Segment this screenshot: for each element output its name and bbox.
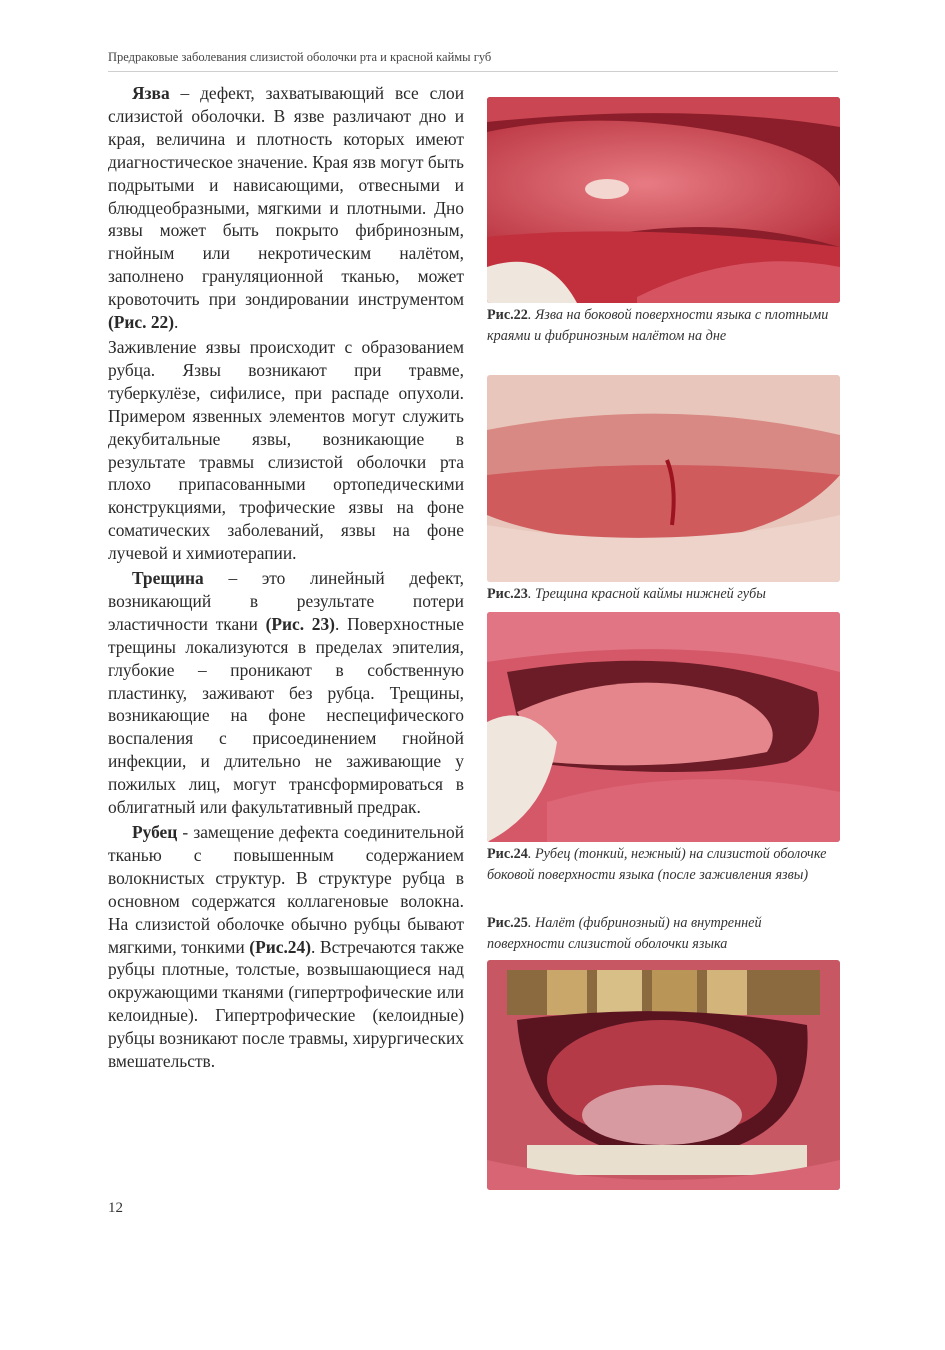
figure-24-caption: Рис.24. Рубец (тонкий, нежный) на слизистой оболочке боковой поверхности языка (после заживления язвы): [487, 846, 827, 883]
paragraph-fissure: Трещина – это линейный дефект, возникающий в результате потери эластичности ткани (Рис. 23). Поверхностные трещины локализуются в пределах эпителия, глубокие – проникают в собственную пластинку, заживают без рубца. Трещины, возникающие на фоне неспецифического воспаления с присоединением гнойной инфекции, и длительно не заживающие у пожилых лиц, могут трансформироваться в облигатный или факультативный предрак.: [108, 568, 464, 818]
figure-22-photo: [487, 97, 840, 303]
running-header: Предраковые заболевания слизистой оболочки рта и красной каймы губ: [108, 50, 838, 72]
term-ulcer: Язва: [132, 83, 170, 103]
ref-fig24: (Рис.24): [249, 936, 311, 957]
figure-25-photo: [487, 960, 840, 1190]
page-number: 12: [108, 1200, 123, 1216]
figure-22-caption: Рис.22. Язва на боковой поверхности языка с плотными краями и фибринозным налётом на дне: [487, 307, 829, 344]
term-fissure: Трещина: [132, 568, 204, 589]
paragraph-healing: Заживление язвы происходит с образованием рубца. Язвы возникают при травме, туберкулёзе, сифилисе, при распаде опухоли. Примером язвенных элементов могут служить декубитальные язвы, возникающие в результате травмы слизистой оболочки рта плохо припасованными ортопедическими конструкциями, трофические язвы на фоне соматических заболеваний, язвы на фоне лучевой и химиотерапии.: [108, 336, 464, 564]
figure-23-caption: Рис.23. Трещина красной каймы нижней губы: [487, 586, 766, 602]
term-scar: Рубец: [132, 822, 178, 842]
paragraph-scar: Рубец - замещение дефекта соединительной тканью с повышенным содержанием волокнистых структур. В структуре рубца в основном содержатся коллагеновые волокна. На слизистой оболочке обычно рубцы бывают мягкими, тонкими (Рис.24). Встречаются также рубцы плотные, толстые, возвышающиеся над окружающими тканями (гипертрофические или келоидные). Гипертрофические (келоидные) рубцы возникают после травмы, хирургических вмешательств.: [108, 822, 464, 1072]
body-text: [108, 82, 464, 1075]
ref-fig22: (Рис. 22): [108, 312, 175, 333]
figure-25-caption: Рис.25. Налёт (фибринозный) на внутренней поверхности слизистой оболочки языка: [487, 915, 762, 952]
figure-23-photo: [487, 375, 840, 582]
paragraph-ulcer: Язва – дефект, захватывающий все слои слизистой оболочки. В язве различают дно и края, величина и плотность которых имеют диагностическое значение. Края язв могут быть подрытыми и нависающими, отвесными и блюдцеобразными, мягкими и плотными. Дно язвы может быть покрыто фибринозным, гнойным или некротическим налётом, заполнено грануляционной тканью, может кровоточить при зондировании инструментом (Рис. 22).: [108, 83, 464, 333]
ref-fig23: (Рис. 23): [265, 613, 335, 634]
figure-24-photo: [487, 612, 840, 842]
